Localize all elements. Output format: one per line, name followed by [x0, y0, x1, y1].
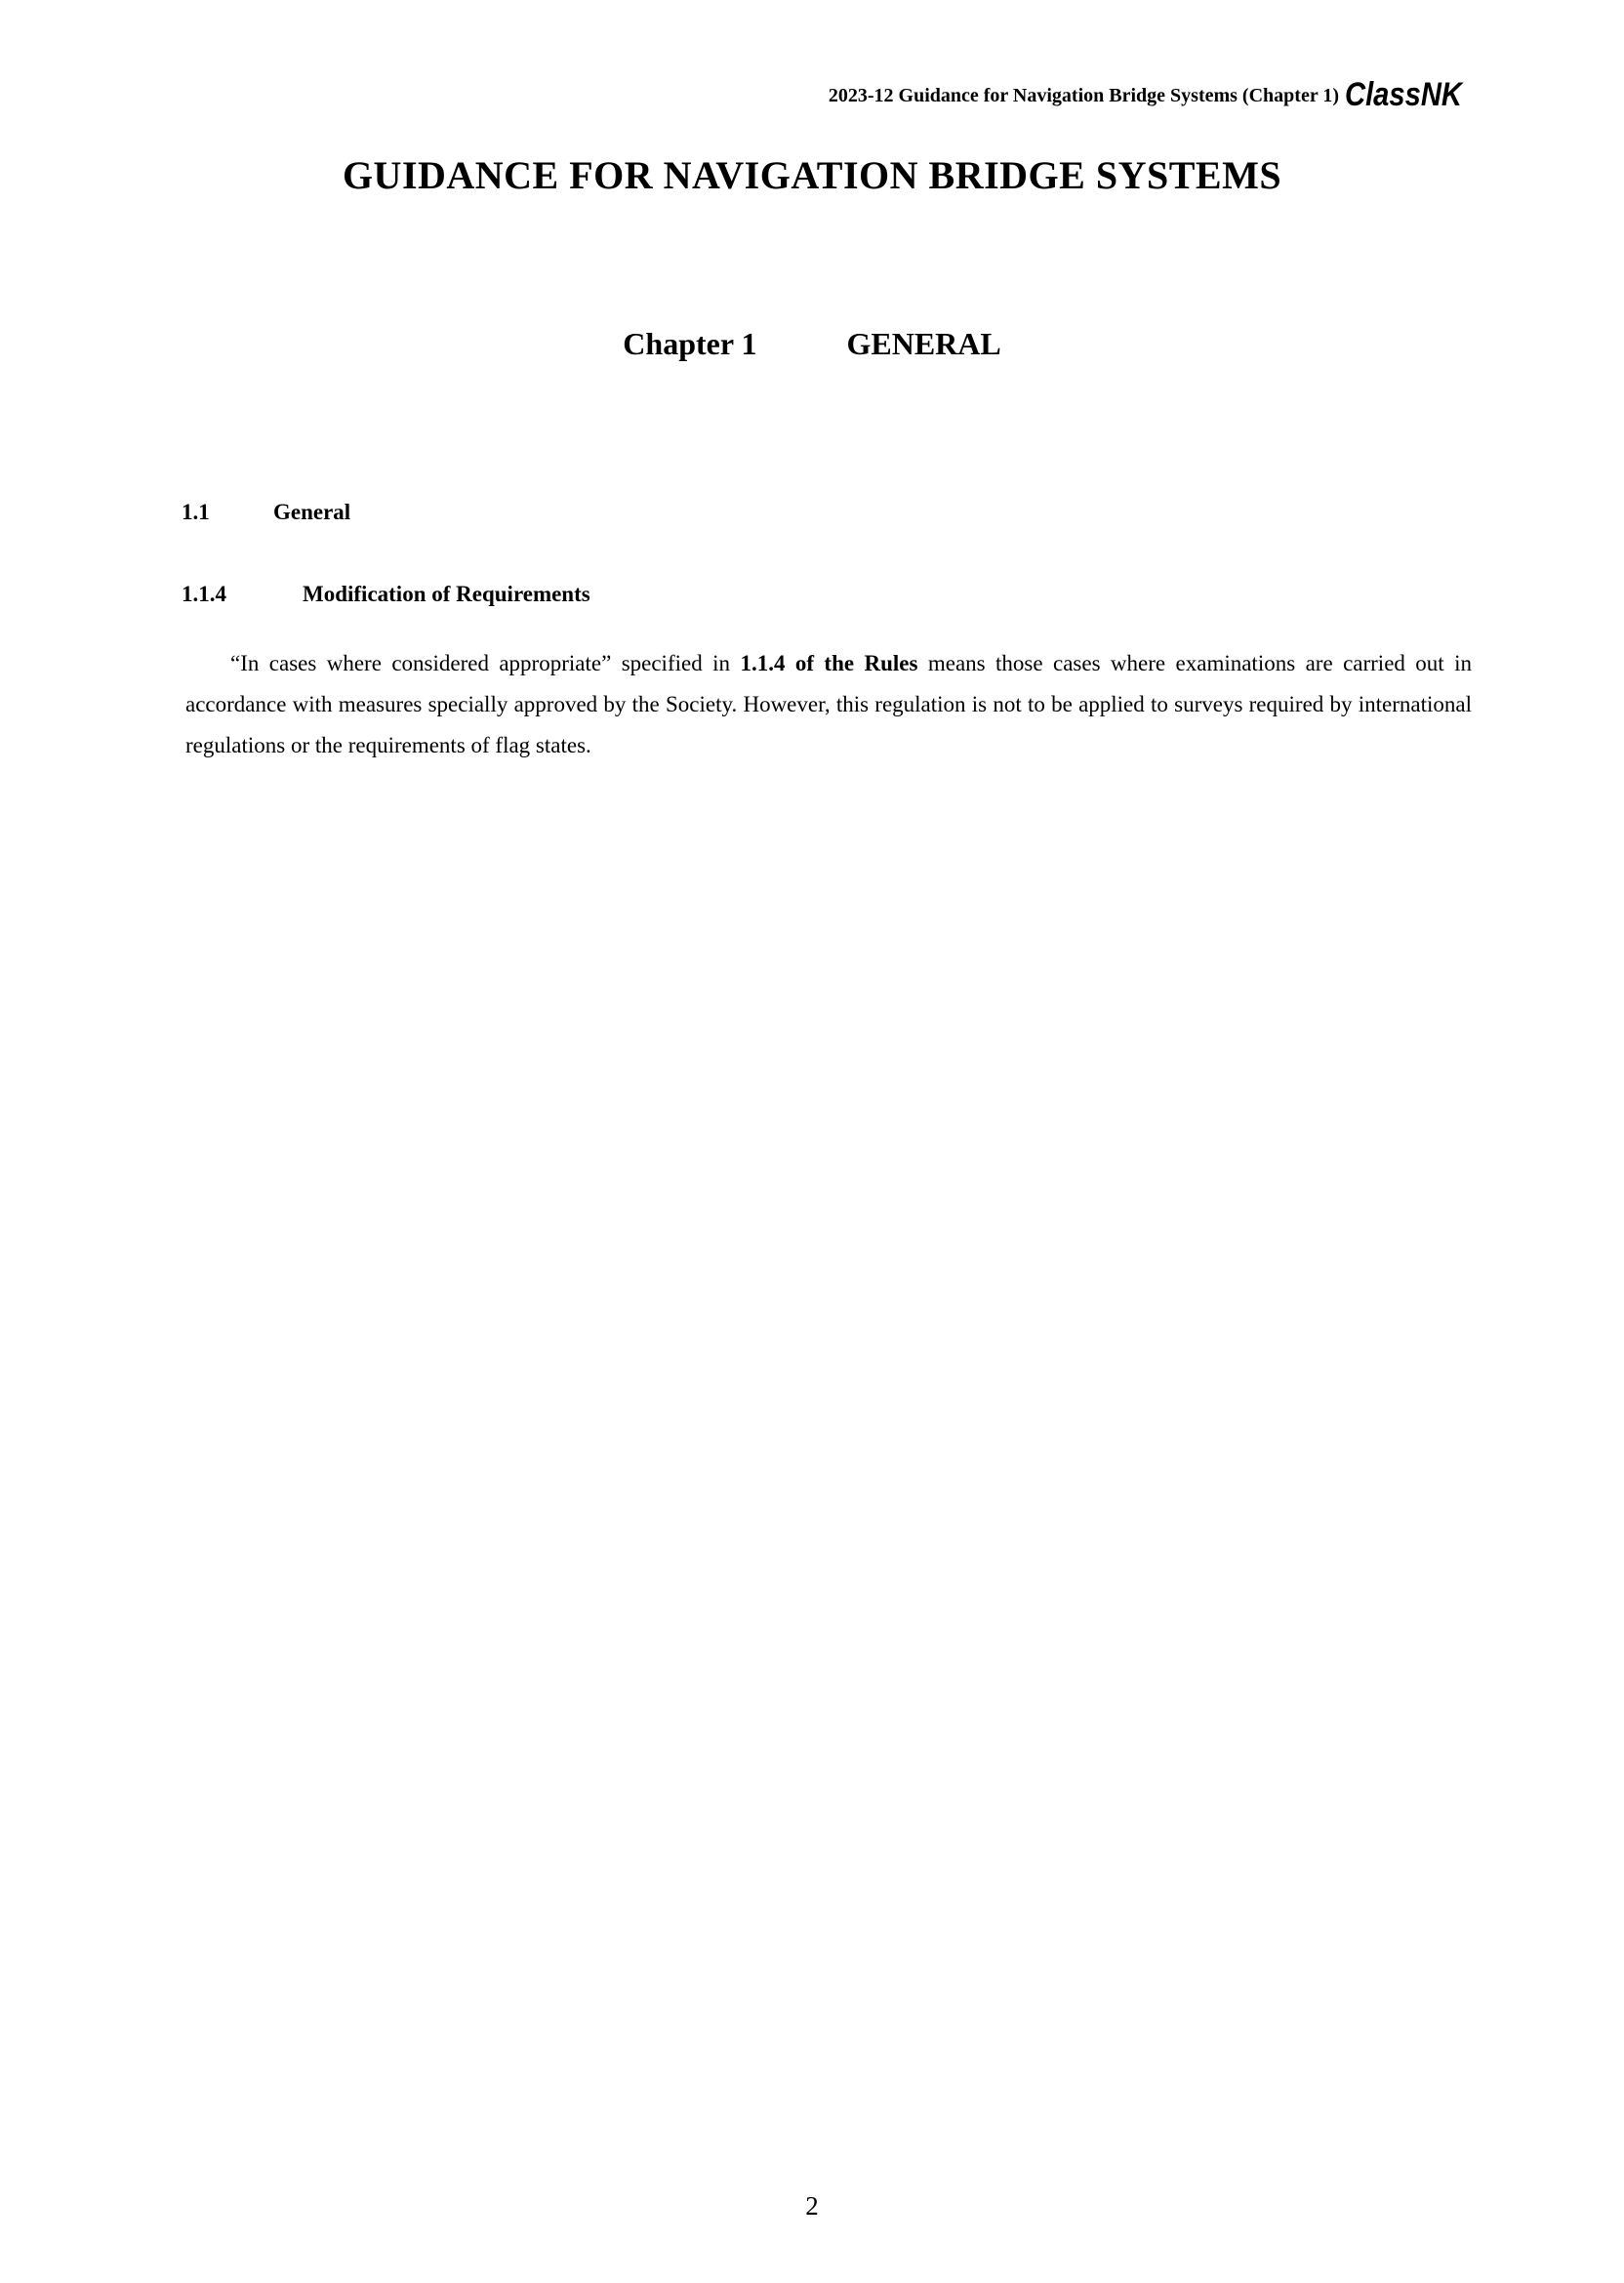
section-number: 1.1: [182, 500, 210, 524]
paragraph-text-start: “In cases where considered appropriate” specified in: [230, 651, 741, 675]
rules-reference: 1.1.4 of the Rules: [740, 651, 918, 675]
section-heading-1-1: [182, 499, 350, 526]
section-title: Modification of Requirements: [303, 582, 590, 606]
section-title: General: [273, 500, 351, 524]
body-paragraph: [185, 643, 1472, 766]
paragraph-text-end: means those cases where examinations are carried out in accordance with measures specially approved by the Society. However, this regulation is not to be applied to surveys required by international regulations or the requirements of flag states.: [185, 651, 1473, 757]
section-number: 1.1.4: [182, 582, 226, 606]
chapter-heading: [0, 324, 1624, 363]
classnk-logo: [1345, 74, 1464, 113]
running-header: 2023-12 Guidance for Navigation Bridge Systems (Chapter 1): [828, 85, 1339, 106]
page-number: 2: [805, 2191, 819, 2221]
document-title: GUIDANCE FOR NAVIGATION BRIDGE SYSTEMS: [342, 153, 1282, 197]
chapter-number: Chapter 1: [623, 326, 757, 361]
section-heading-1-1-4: [182, 581, 590, 608]
logo-wordmark: ClassNK: [1345, 76, 1465, 113]
chapter-name: GENERAL: [846, 326, 1001, 361]
